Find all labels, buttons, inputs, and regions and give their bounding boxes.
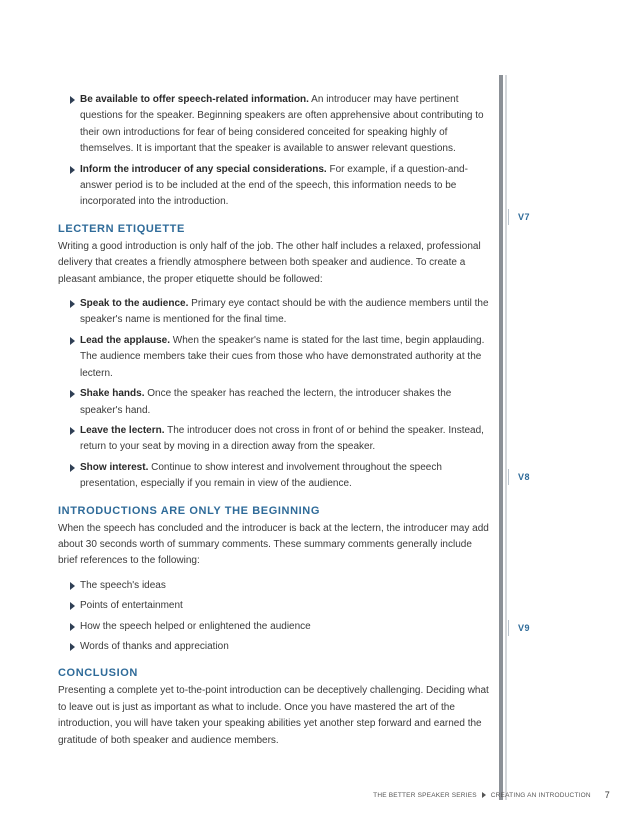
lectern-bullet-list: [58, 296, 490, 492]
list-item: [58, 639, 490, 655]
section-heading-beginning: INTRODUCTIONS ARE ONLY THE BEGINNING: [58, 504, 320, 517]
bullet-lead: Lead the applause.: [80, 334, 171, 346]
bullet-text: The speech's ideas: [80, 579, 166, 591]
bullet-lead: Be available to offer speech-related information.: [80, 94, 309, 105]
main-content: [58, 92, 490, 757]
list-item: [58, 92, 490, 158]
bullet-lead: Show interest.: [80, 461, 149, 473]
footer-series: THE BETTER SPEAKER SERIES: [373, 791, 477, 799]
bullet-arrow-icon: [70, 623, 75, 631]
list-item: [58, 619, 490, 635]
section-heading-lectern: LECTERN ETIQUETTE: [58, 222, 185, 235]
bullet-text: The introducer does not cross in front of or behind the speaker. Instead, return to your seat by moving in a direction away from the speaker.: [80, 424, 484, 453]
bullet-text: An introducer may have pertinent questions for the speaker. Beginning speakers are often apprehensive about contributing to their own introductions for fear of being considered conceited for speaking highly of themselves. It is important that the speaker is available to answer relevant questions.: [80, 94, 484, 155]
list-item: [58, 162, 490, 211]
bullet-arrow-icon: [70, 337, 75, 345]
list-item: [58, 598, 490, 614]
list-item: [58, 333, 490, 382]
bullet-lead: Shake hands.: [80, 388, 145, 400]
section-paragraph: Writing a good introduction is only half of the job. The other half includes a relaxed, professional delivery that creates a friendly atmosphere between both speaker and audience. To create a pleasant ambiance, the proper etiquette should be followed:: [58, 240, 481, 285]
video-marker-v7: V7: [508, 209, 539, 225]
bullet-lead: Speak to the audience.: [80, 298, 189, 310]
bullet-arrow-icon: [70, 300, 75, 308]
list-item: [58, 386, 490, 419]
video-marker-v9: V9: [508, 620, 539, 636]
list-item: [58, 423, 490, 456]
footer-title: CREATING AN INTRODUCTION: [490, 791, 591, 799]
footer-separator-arrow-icon: [482, 792, 486, 798]
bullet-text: Once the speaker has reached the lectern, the introducer shakes the speaker's hand.: [80, 388, 452, 416]
bullet-text: Primary eye contact should be with the audience members until the speaker's name is mentioned for the final time.: [80, 298, 489, 326]
video-marker-v8: V8: [508, 469, 539, 485]
bullet-lead: Inform the introducer of any special considerations.: [80, 163, 327, 175]
page-footer: [360, 790, 610, 800]
bullet-text: Continue to show interest and involvement throughout the speech presentation, especially if you remain in view of the audience.: [80, 461, 442, 490]
beginning-bullet-list: [58, 578, 490, 656]
intro-bullet-list: [58, 92, 490, 211]
bullet-text: For example, if a question-and-answer period is to be included at the end of the speech, this information needs to be incorporated into the introduction.: [80, 163, 468, 208]
section-paragraph: When the speech has concluded and the introducer is back at the lectern, the introducer may add about 30 seconds worth of summary comments. These summary comments generally include brief references to the following:: [58, 522, 489, 567]
bullet-arrow-icon: [70, 464, 75, 472]
bullet-arrow-icon: [70, 96, 75, 104]
bullet-arrow-icon: [70, 427, 75, 435]
margin-rule: [499, 75, 503, 800]
bullet-arrow-icon: [70, 390, 75, 398]
bullet-arrow-icon: [70, 166, 75, 174]
list-item: [58, 296, 490, 329]
bullet-arrow-icon: [70, 602, 75, 610]
bullet-text: Words of thanks and appreciation: [80, 640, 229, 652]
list-item: [58, 578, 490, 594]
list-item: [58, 460, 490, 493]
section-heading-conclusion: CONCLUSION: [58, 667, 138, 680]
bullet-arrow-icon: [70, 643, 75, 651]
section-paragraph: Presenting a complete yet to-the-point introduction can be deceptively challenging. Deciding what to leave out is just as important as what to include. Once you have mastered the art of the introduction, you will have taken your speaking abilities yet another step forward and earned the gratitude of both speaker and audience members.: [58, 685, 489, 746]
bullet-lead: Leave the lectern.: [80, 424, 165, 436]
bullet-arrow-icon: [70, 582, 75, 590]
bullet-text: When the speaker's name is stated for the last time, begin applauding. The audience members take their cues from those who have demonstrated authority at the lectern.: [80, 334, 485, 379]
page-number: 7: [604, 790, 610, 800]
margin-rule-shadow: [505, 75, 507, 800]
bullet-text: How the speech helped or enlightened the audience: [80, 620, 311, 632]
bullet-text: Points of entertainment: [80, 600, 183, 612]
